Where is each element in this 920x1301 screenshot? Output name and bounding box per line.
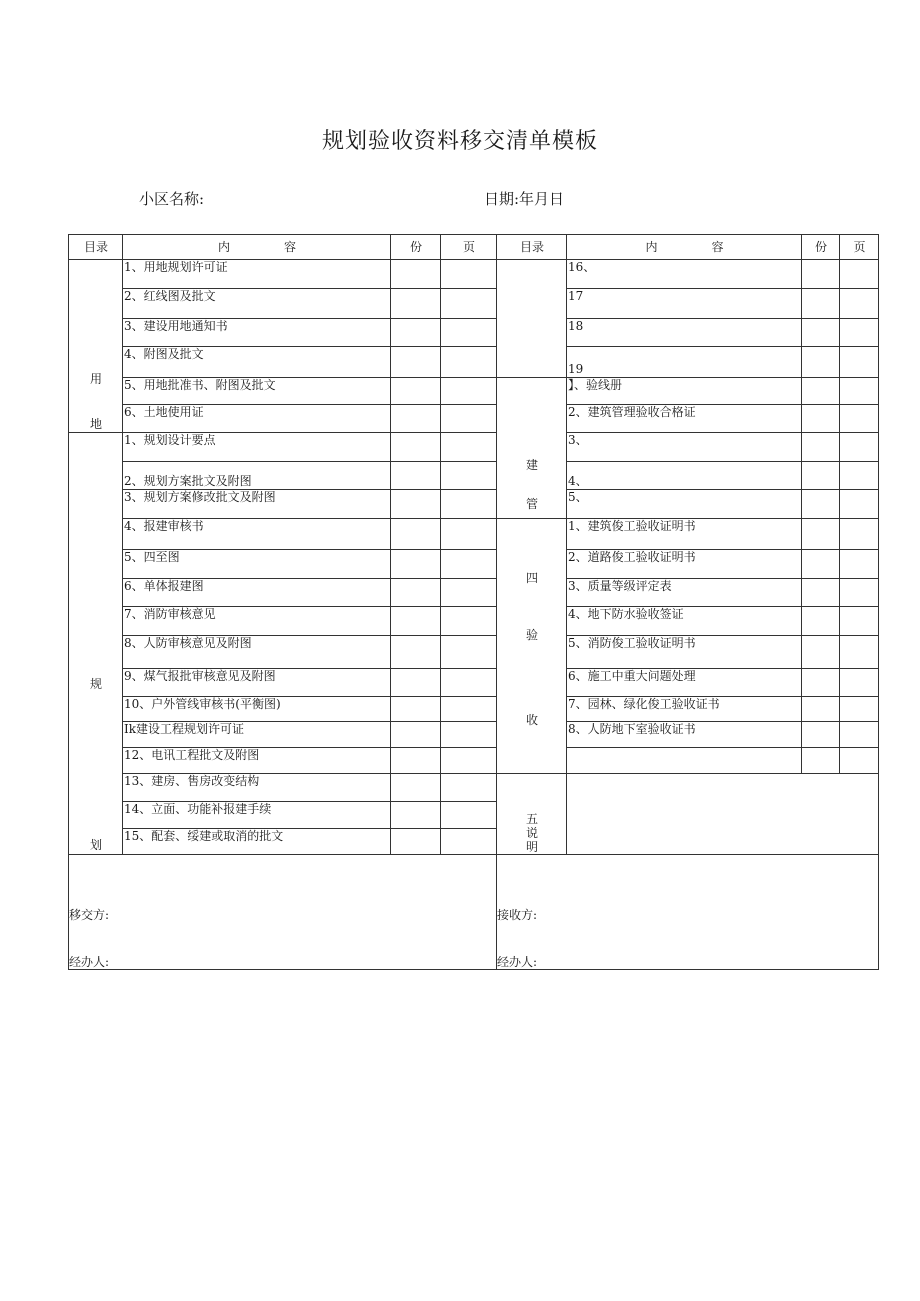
- right-item: 5、消防俊工验收证明书: [567, 636, 802, 669]
- table-row: [69, 748, 879, 774]
- table-row: [69, 636, 879, 669]
- table-row: [69, 550, 879, 579]
- section-land: 用 地: [69, 260, 123, 433]
- left-item: 10、户外管线审核书(平衡图): [123, 697, 391, 722]
- table-row: [69, 579, 879, 607]
- right-item: 3、质量等级评定表: [567, 579, 802, 607]
- handover-table: [68, 234, 879, 970]
- left-item: 6、单体报建图: [123, 579, 391, 607]
- header-copies: 份: [391, 235, 441, 260]
- date-label: 日期:年月日: [484, 190, 565, 208]
- table-row: [69, 669, 879, 697]
- header-content-right: 内 容: [567, 235, 802, 260]
- left-item: 6、土地使用证: [123, 405, 391, 433]
- left-item: 5、用地批准书、附图及批文: [123, 378, 391, 405]
- table-header-row: [69, 235, 879, 260]
- receiver-party-cell: [497, 855, 879, 970]
- header-copies-right: 份: [802, 235, 840, 260]
- right-item: 8、人防地下室验收证书: [567, 722, 802, 748]
- left-item: 14、立面、功能补报建手续: [123, 802, 391, 828]
- section-notes: 五 说 明: [497, 774, 567, 855]
- handover-party-cell: [69, 855, 497, 970]
- header-pages-right: 页: [840, 235, 879, 260]
- left-item: Ik建设工程规划许可证: [123, 722, 391, 748]
- left-item: 13、建房、售房改变结构: [123, 774, 391, 802]
- right-item: 1、建筑俊工验收证明书: [567, 519, 802, 550]
- left-item: 4、附图及批文: [123, 347, 391, 378]
- left-item: 3、规划方案修改批文及附图: [123, 490, 391, 519]
- table-row: [69, 462, 879, 490]
- right-item: 7、园林、绿化俊工验收证书: [567, 697, 802, 722]
- handler-left-label: 经办人:: [69, 955, 110, 969]
- section-acceptance: 四 验 收: [497, 519, 567, 774]
- right-item: 17: [567, 289, 802, 319]
- right-item: 4、: [567, 462, 802, 490]
- table-row: [69, 490, 879, 519]
- notes-area: [567, 774, 879, 855]
- left-item: 4、报建审核书: [123, 519, 391, 550]
- left-item: 8、人防审核意见及附图: [123, 636, 391, 669]
- handler-right-label: 经办人:: [497, 955, 538, 969]
- signature-row: [69, 855, 879, 970]
- table-row: [69, 289, 879, 319]
- left-item: 3、建设用地通知书: [123, 319, 391, 347]
- header-catalog-right: 目录: [497, 235, 567, 260]
- left-item: 2、规划方案批文及附图: [123, 462, 391, 490]
- table-row: [69, 347, 879, 378]
- page-title: 规划验收资料移交清单模板: [321, 129, 598, 154]
- left-item: 5、四至图: [123, 550, 391, 579]
- right-item: 6、施工中重大问题处理: [567, 669, 802, 697]
- right-item: 5、: [567, 490, 802, 519]
- right-item: 4、地下防水验收签证: [567, 607, 802, 636]
- right-item: 16、: [567, 260, 802, 289]
- table-row: [69, 722, 879, 748]
- table-row: [69, 405, 879, 433]
- right-item: [567, 748, 802, 774]
- right-item: 2、建筑管理验收合格证: [567, 405, 802, 433]
- left-item: 12、电讯工程批文及附图: [123, 748, 391, 774]
- left-item: 15、配套、绥建或取消的批文: [123, 828, 391, 854]
- header-pages: 页: [441, 235, 497, 260]
- table-row: [69, 433, 879, 462]
- table-row: [69, 697, 879, 722]
- community-name-label: 小区名称:: [139, 190, 205, 208]
- left-item: 1、用地规划许可证: [123, 260, 391, 289]
- table-row: [69, 319, 879, 347]
- section-planning: 规 划: [69, 433, 123, 855]
- right-item: 3、: [567, 433, 802, 462]
- table-row: [69, 378, 879, 405]
- handover-party-label: 移交方:: [69, 908, 110, 922]
- right-item: 18: [567, 319, 802, 347]
- section-right-top: [497, 260, 567, 378]
- receiver-party-label: 接收方:: [497, 908, 538, 922]
- left-item: 7、消防审核意见: [123, 607, 391, 636]
- left-item: 9、煤气报批审核意见及附图: [123, 669, 391, 697]
- header-content: 内 容: [123, 235, 391, 260]
- section-construction-management: 建 管: [497, 378, 567, 519]
- right-item: 】、验线册: [567, 378, 802, 405]
- table-row: [69, 519, 879, 550]
- header-catalog: 目录: [69, 235, 123, 260]
- table-row: [69, 774, 879, 802]
- right-item: 2、道路俊工验收证明书: [567, 550, 802, 579]
- left-item: 2、红线图及批文: [123, 289, 391, 319]
- table-row: [69, 260, 879, 289]
- left-item: 1、规划设计要点: [123, 433, 391, 462]
- table-row: [69, 607, 879, 636]
- right-item: 19: [567, 347, 802, 378]
